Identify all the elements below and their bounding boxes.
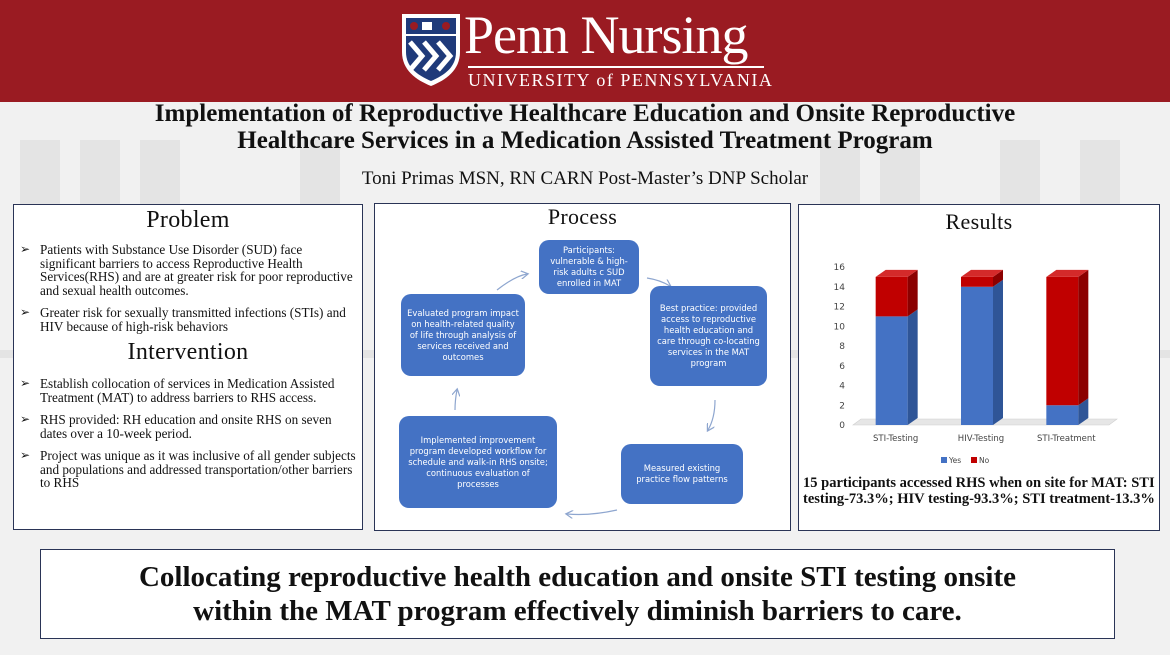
process-node-evaluated: Evaluated program impact on health-related quality of life through analysis of services received and outcomes: [401, 294, 525, 376]
arrow-bullet-icon: ➢: [20, 305, 31, 319]
bar-segment: [961, 287, 993, 425]
results-heading: Results: [945, 209, 1013, 234]
penn-shield-icon: [400, 12, 462, 88]
process-heading: Process: [547, 204, 618, 229]
y-tick-label: 14: [833, 282, 845, 293]
problem-intervention-panel: [13, 204, 363, 530]
x-tick-label: HIV-Testing: [957, 434, 1005, 444]
bar-segment-side: [993, 280, 1003, 425]
poster-title: [60, 100, 1110, 154]
legend-swatch: [971, 457, 977, 463]
logo-title: Penn Nursing: [464, 5, 748, 65]
list-item: [20, 413, 356, 440]
bar-segment-side: [908, 309, 918, 425]
bar-segment-side: [1078, 270, 1088, 405]
arrow-bullet-icon: ➢: [20, 376, 31, 390]
arrow-bullet-icon: ➢: [20, 242, 31, 256]
y-tick-label: 16: [833, 263, 845, 273]
bullet-text: RHS provided: RH education and onsite RHS on seven dates over a 10-week period.: [40, 412, 332, 441]
y-tick-label: 12: [833, 302, 845, 313]
cycle-arrow: [567, 510, 617, 515]
conclusion-box: [40, 549, 1115, 639]
x-tick-label: STI-Testing: [873, 434, 919, 444]
process-node-best-practice: Best practice: provided access to reproductive health education and care through co-locating services in the MAT program: [650, 286, 767, 386]
poster-title-line2: Healthcare Services in a Medication Assisted Treatment Program: [237, 127, 933, 154]
conclusion-line2: within the MAT program effectively diminish barriers to care.: [193, 595, 962, 627]
cycle-arrow: [455, 390, 457, 410]
y-tick-label: 10: [833, 322, 845, 333]
legend-swatch: [941, 457, 947, 463]
intervention-list: [20, 377, 356, 499]
penn-nursing-logo: [400, 5, 774, 94]
conclusion-line1: Collocating reproductive health education and onsite STI testing onsite: [138, 561, 1017, 593]
y-tick-label: 6: [839, 361, 845, 372]
list-item: [20, 377, 356, 404]
process-node-measured: Measured existing practice flow patterns: [621, 444, 743, 504]
list-item: [20, 449, 356, 490]
bar-segment: [876, 277, 908, 317]
intervention-heading: Intervention: [127, 339, 249, 365]
logo-subtitle: UNIVERSITY of PENNSYLVANIA: [468, 70, 774, 90]
problem-heading: Problem: [146, 207, 230, 233]
logo-divider: [468, 66, 764, 68]
poster-author: Toni Primas MSN, RN CARN Post-Master’s DNP Scholar: [361, 168, 809, 189]
problem-list: [20, 243, 356, 342]
cycle-arrow: [708, 400, 715, 430]
bar-segment: [961, 277, 993, 287]
bar-segment: [876, 316, 908, 425]
bar-segment: [1046, 405, 1078, 425]
y-tick-label: 2: [839, 401, 845, 412]
process-node-participants: Participants: vulnerable & high-risk adults c SUD enrolled in MAT: [539, 240, 639, 294]
process-node-implemented: Implemented improvement program developed workflow for schedule and walk-in RHS onsite; continuous evaluation of processes: [399, 416, 557, 508]
header-banner: [0, 0, 1170, 102]
cycle-arrow: [647, 278, 670, 286]
poster-title-line1: Implementation of Reproductive Healthcare Education and Onsite Reproductive: [154, 100, 1016, 127]
bullet-text: Establish collocation of services in Medication Assisted Treatment (MAT) to address barriers to RHS access.: [40, 376, 335, 405]
arrow-bullet-icon: ➢: [20, 448, 31, 462]
list-item: [20, 243, 356, 297]
bullet-text: Greater risk for sexually transmitted infections (STIs) and HIV because of high-risk behaviors: [40, 305, 346, 334]
y-tick-label: 0: [839, 421, 845, 431]
legend-label: No: [979, 456, 990, 465]
x-tick-label: STI-Treatment: [1037, 434, 1096, 444]
bar-segment-side: [908, 270, 918, 317]
y-tick-label: 4: [839, 381, 845, 392]
bullet-text: Patients with Substance Use Disorder (SUD) face significant barriers to access Reproductive Health Services(RHS) and are at greater risk for poor reproductive and sexual health outcomes.: [40, 242, 353, 298]
cycle-arrow: [497, 274, 527, 290]
list-item: [20, 306, 356, 333]
results-panel: [798, 204, 1160, 531]
results-bar-chart: [829, 255, 1129, 473]
bullet-text: Project was unique as it was inclusive of all gender subjects and populations and addressed transportation/other barriers to RHS: [40, 448, 356, 490]
arrow-bullet-icon: ➢: [20, 412, 31, 426]
y-tick-label: 8: [839, 342, 845, 352]
legend-label: Yes: [949, 456, 962, 465]
results-summary: 15 participants accessed RHS when on site for MAT: STI testing-73.3%; HIV testing-93.3%; STI treatment-13.3%: [803, 475, 1155, 507]
bar-segment: [1046, 277, 1078, 405]
process-panel: [374, 203, 791, 531]
